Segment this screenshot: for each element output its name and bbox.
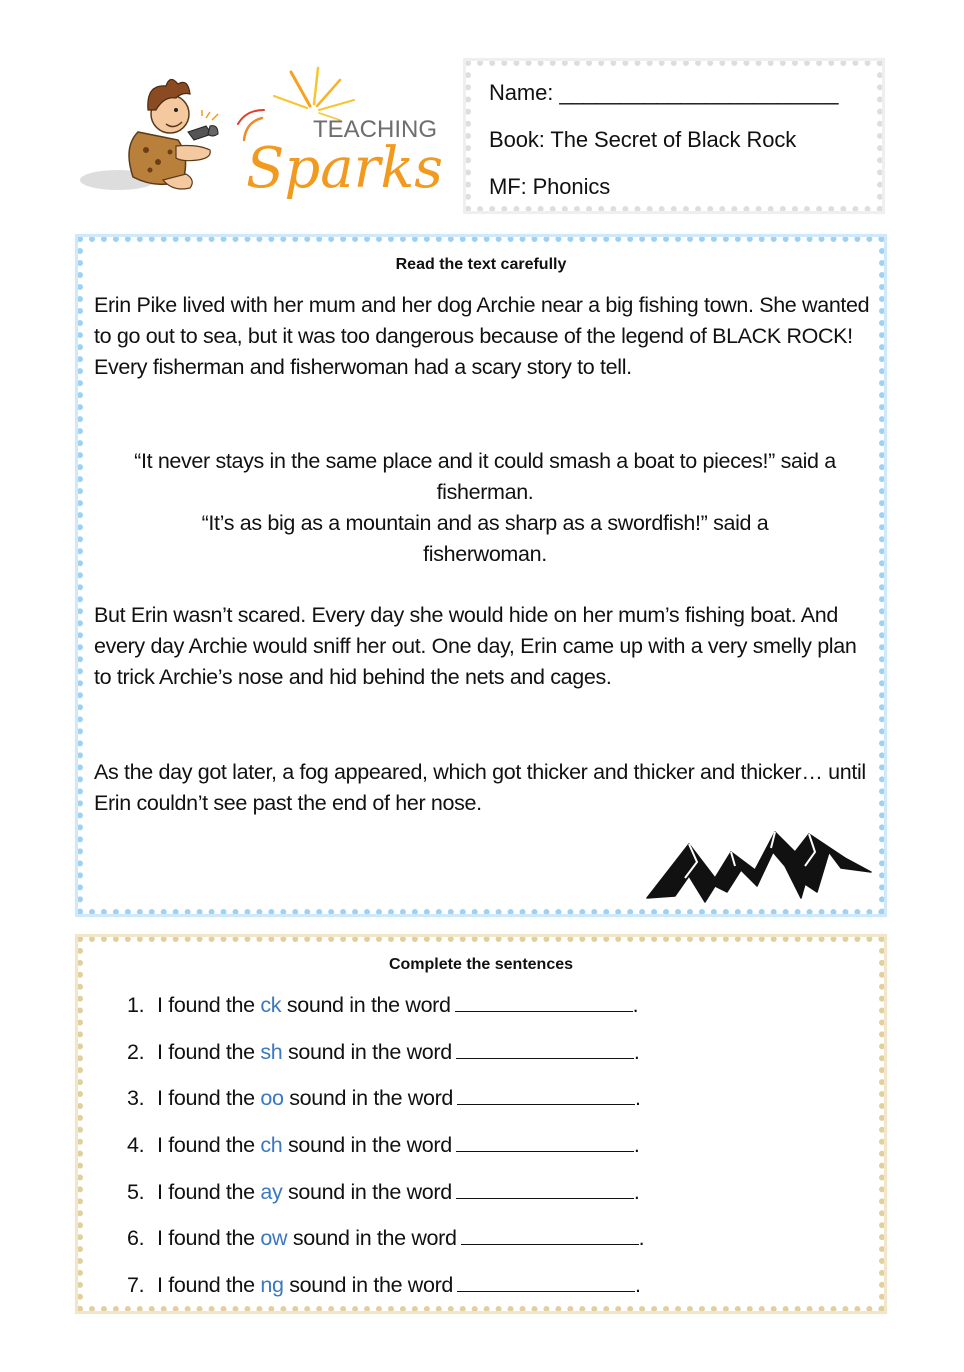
sentence-item xyxy=(127,1223,644,1270)
sentence-end: . xyxy=(632,993,639,1017)
teaching-sparks-logo xyxy=(78,62,450,207)
sentence-item xyxy=(127,1037,644,1084)
reading-title: Read the text carefully xyxy=(395,256,567,273)
sentence-prefix: I found the xyxy=(157,1273,255,1298)
sentence-prefix: I found the xyxy=(157,993,255,1017)
quote-block xyxy=(89,446,881,570)
sentence-end: . xyxy=(633,1179,640,1204)
sentence-suffix: sound in the word xyxy=(288,1039,452,1064)
sentence-number: 3. xyxy=(127,1086,145,1111)
sound-highlight: sh xyxy=(260,1039,283,1064)
sentence-number: 5. xyxy=(127,1179,145,1204)
sentence-end: . xyxy=(638,1226,645,1251)
name-label: Name: xyxy=(489,80,554,105)
reading-passage-box xyxy=(77,236,885,915)
sentence-prefix: I found the xyxy=(157,1039,255,1064)
sentence-end: . xyxy=(635,1086,641,1111)
mountains-icon xyxy=(645,822,877,904)
sentence-end: . xyxy=(633,1133,640,1158)
sentence-prefix: I found the xyxy=(157,1086,255,1111)
answer-blank[interactable] xyxy=(457,1271,635,1292)
sentence-item xyxy=(127,1270,644,1317)
book-label: Book: The Secret of Black Rock xyxy=(489,127,797,152)
sound-highlight: ng xyxy=(260,1273,284,1298)
answer-blank[interactable] xyxy=(455,991,633,1012)
sentence-suffix: sound in the word xyxy=(289,1086,454,1111)
sentence-number: 6. xyxy=(127,1226,145,1251)
sound-highlight: ow xyxy=(260,1226,288,1251)
sentence-prefix: I found the xyxy=(157,1133,255,1158)
student-info-box xyxy=(465,60,883,212)
answer-blank[interactable] xyxy=(456,1131,634,1152)
quote-fisherman: “It never stays in the same place and it could smash a boat to pieces!” said a fisherman. xyxy=(134,449,836,504)
sentence-number: 7. xyxy=(127,1273,145,1298)
name-field[interactable] xyxy=(489,80,838,106)
mf-label: MF: Phonics xyxy=(489,174,611,199)
answer-blank[interactable] xyxy=(456,1038,634,1059)
sentence-list xyxy=(127,990,644,1317)
sentence-item xyxy=(127,1130,644,1177)
sentence-end: . xyxy=(635,1273,641,1298)
sentence-number: 1. xyxy=(127,993,145,1017)
logo-sparks-text: Sparks xyxy=(246,136,444,201)
sentence-number: 2. xyxy=(127,1039,145,1064)
answer-blank[interactable] xyxy=(461,1224,639,1245)
quote-fisherwoman: “It’s as big as a mountain and as sharp as a swordfish!” said a fisherwoman. xyxy=(201,511,769,566)
sentence-suffix: sound in the word xyxy=(286,993,451,1017)
answer-blank[interactable] xyxy=(456,1178,634,1199)
sentence-end: . xyxy=(633,1039,640,1064)
paragraph-3: But Erin wasn’t scared. Every day she would hide on her mum’s fishing boat. And every day Archie would sniff her out. One day, Erin came up with a very smelly plan to trick Archie’s nose and hid behind the nets and cages. xyxy=(94,603,857,689)
caveman-mascot-icon xyxy=(80,79,218,190)
sentence-suffix: sound in the word xyxy=(292,1226,457,1251)
sentence-suffix: sound in the word xyxy=(288,1179,452,1204)
sound-highlight: oo xyxy=(260,1086,284,1111)
sound-highlight: ch xyxy=(260,1133,283,1158)
sound-highlight: ay xyxy=(260,1179,283,1204)
sound-highlight: ck xyxy=(260,993,282,1017)
answer-blank[interactable] xyxy=(457,1084,635,1105)
sentences-title: Complete the sentences xyxy=(388,956,574,973)
complete-sentences-box xyxy=(77,936,885,1312)
logo-teaching-text: TEACHING xyxy=(313,116,438,143)
paragraph-1: Erin Pike lived with her mum and her dog Archie near a big fishing town. She wanted to go out to sea, but it was too dangerous because of the legend of BLACK ROCK! Every fisherman and fisherwoman had a scary story to tell. xyxy=(94,293,870,379)
sentence-suffix: sound in the word xyxy=(289,1273,454,1298)
sentence-item xyxy=(127,1083,644,1130)
sentence-suffix: sound in the word xyxy=(288,1133,452,1158)
sentence-item xyxy=(127,1177,644,1224)
sentence-prefix: I found the xyxy=(157,1226,255,1251)
sentence-number: 4. xyxy=(127,1133,145,1158)
sentence-prefix: I found the xyxy=(157,1179,255,1204)
sentence-item xyxy=(127,990,644,1037)
paragraph-4: As the day got later, a fog appeared, which got thicker and thicker and thicker… until Erin couldn’t see past the end of her nose. xyxy=(94,760,866,815)
name-blank[interactable]: _______________________ xyxy=(559,80,839,105)
